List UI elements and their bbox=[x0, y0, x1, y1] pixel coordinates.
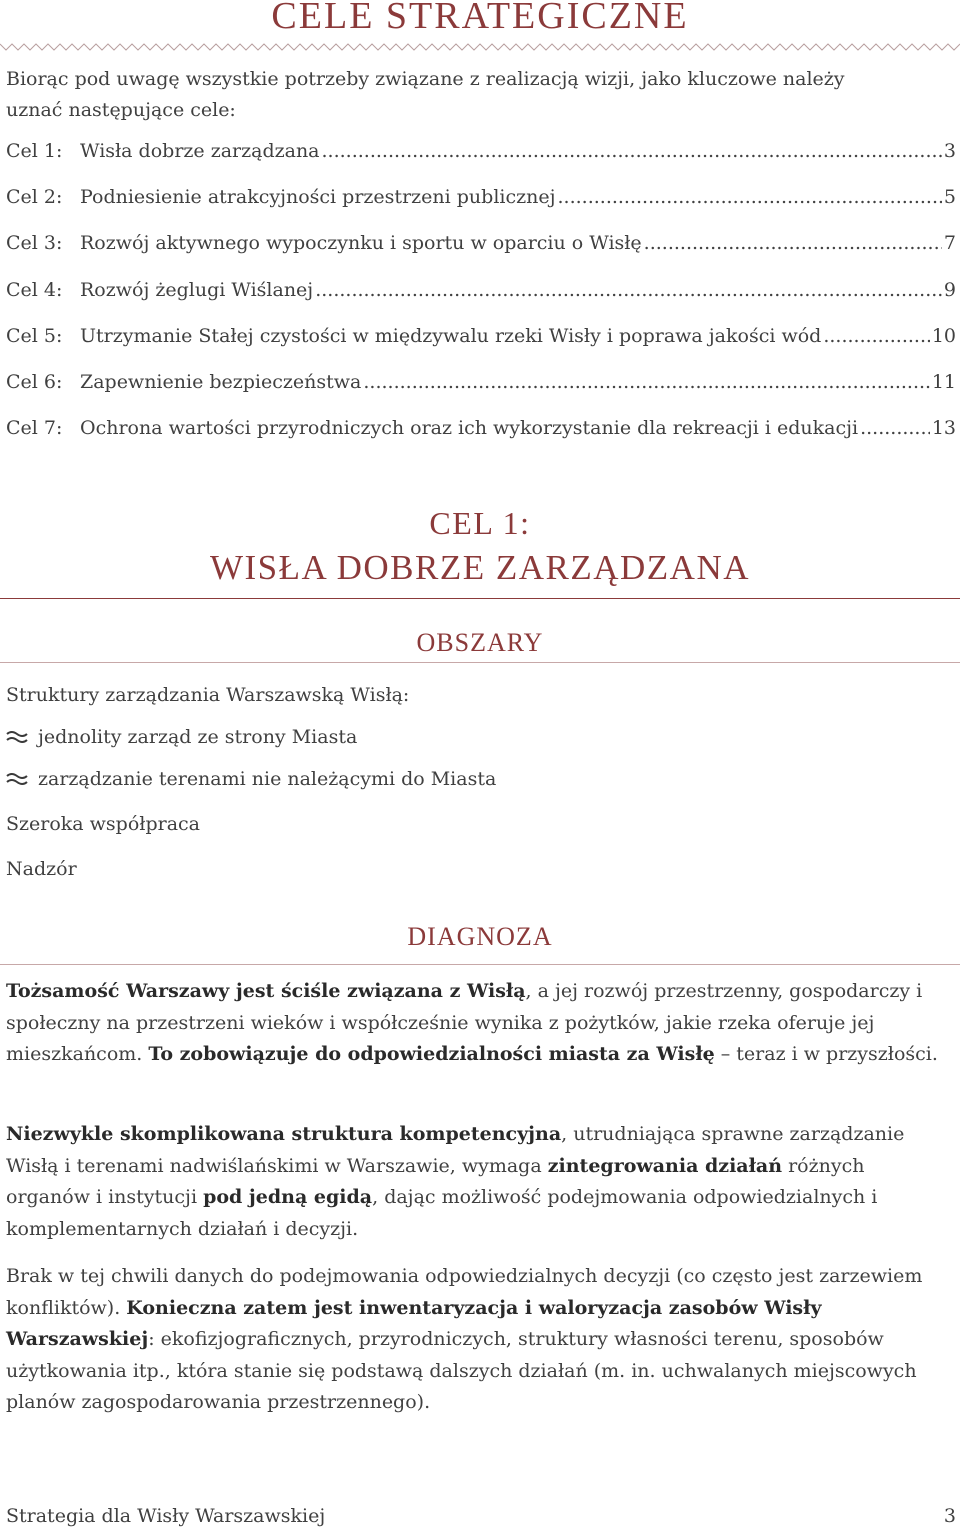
text-run: , utrudniająca sprawne zarządzanie Wisłą i terenami nadwiślańskimi w Warszawie, wymaga bbox=[6, 1123, 905, 1177]
toc-leader-dots bbox=[322, 140, 942, 162]
toc-item[interactable] bbox=[6, 186, 956, 232]
section-divider bbox=[0, 598, 960, 599]
toc-item-number: Cel 2: bbox=[6, 186, 63, 209]
text-run: Brak w tej chwili danych do podejmowania odpowiedzialnych decyzji (co często jest zarzewiem konfliktów). bbox=[6, 1265, 923, 1319]
toc-item[interactable] bbox=[6, 417, 956, 463]
diagnoza-heading: DIAGNOZA bbox=[407, 922, 553, 951]
intro-text: Biorąc pod uwagę wszystkie potrzeby związane z realizacją wizji, jako kluczowe należy uznać następujące cele: bbox=[6, 68, 845, 121]
diagnoza-paragraph-1 bbox=[6, 976, 946, 1071]
toc-item-title: Rozwój aktywnego wypoczynku i sportu w oparciu o Wisłę bbox=[80, 232, 642, 255]
emphasis: To zobowiązuje do odpowiedzialności miasta za Wisłę bbox=[148, 1043, 715, 1065]
toc-item-number: Cel 4: bbox=[6, 278, 63, 301]
text-run: różnych organów i instytucji bbox=[6, 1154, 865, 1208]
toc-leader-dots bbox=[315, 279, 942, 301]
toc-item[interactable] bbox=[6, 279, 956, 325]
table-of-contents bbox=[6, 140, 956, 463]
toc-item-title: Wisła dobrze zarządzana bbox=[80, 140, 320, 162]
toc-leader-dots bbox=[860, 417, 930, 439]
toc-item-page: 10 bbox=[931, 324, 956, 347]
toc-item[interactable] bbox=[6, 140, 956, 186]
list-item bbox=[6, 768, 496, 790]
toc-item-number: Cel 5: bbox=[6, 324, 63, 347]
obszary-divider bbox=[0, 662, 960, 663]
toc-item-title: Utrzymanie Stałej czystości w międzywalu rzeki Wisły i poprawa jakości wód bbox=[80, 324, 822, 347]
section-title-number: CEL 1: bbox=[429, 505, 531, 541]
toc-leader-dots bbox=[363, 371, 929, 393]
toc-item-number: Cel 1: bbox=[6, 140, 63, 162]
toc-item-number: Cel 6: bbox=[6, 370, 63, 393]
toc-item-page: 7 bbox=[943, 232, 956, 255]
toc-item-page: 9 bbox=[943, 278, 956, 301]
toc-item[interactable] bbox=[6, 232, 956, 278]
obszary-supervision: Nadzór bbox=[6, 858, 77, 880]
footer-document-title: Strategia dla Wisły Warszawskiej bbox=[6, 1505, 326, 1527]
toc-leader-dots bbox=[823, 325, 929, 347]
text-run: , a jej rozwój przestrzenny, gospodarczy i społeczny na przestrzeni wieków i współcześnie wynika z pożytków, jakie rzeka oferuje jej mieszkańcom. bbox=[6, 980, 923, 1065]
toc-item-page: 13 bbox=[931, 417, 956, 440]
emphasis: Niezwykle skomplikowana struktura kompetencyjna bbox=[6, 1123, 562, 1145]
page-footer bbox=[6, 1505, 956, 1527]
list-item-text: jednolity zarząd ze strony Miasta bbox=[38, 726, 358, 748]
obszary-cooperation: Szeroka współpraca bbox=[6, 813, 200, 835]
diagnoza-paragraph-2 bbox=[6, 1119, 946, 1245]
wave-bullet-icon bbox=[6, 772, 28, 786]
toc-item[interactable] bbox=[6, 371, 956, 417]
toc-item-title: Ochrona wartości przyrodniczych oraz ich wykorzystanie dla rekreacji i edukacji bbox=[80, 417, 859, 440]
list-item-text: zarządzanie terenami nie należącymi do Miasta bbox=[38, 768, 497, 790]
list-item bbox=[6, 726, 357, 748]
obszary-intro: Struktury zarządzania Warszawską Wisłą: bbox=[6, 684, 410, 706]
text-run: : ekofizjograficznych, przyrodniczych, struktury własności terenu, sposobów użytkowania itp., która stanie się podstawą dalszych działań (m. in. uchwalanych miejscowych planów zagospodarowania przestrzennego). bbox=[6, 1328, 917, 1413]
toc-item-number: Cel 7: bbox=[6, 417, 63, 440]
toc-item-title: Rozwój żeglugi Wiślanej bbox=[80, 278, 314, 301]
toc-item-page: 5 bbox=[943, 186, 956, 209]
footer-page-number: 3 bbox=[943, 1505, 956, 1527]
page-title: CELE STRATEGICZNE bbox=[271, 0, 689, 37]
diagnoza-divider bbox=[0, 964, 960, 965]
emphasis: Konieczna zatem jest inwentaryzacja i waloryzacja zasobów Wisły Warszawskiej bbox=[6, 1296, 822, 1350]
section-title-name: WISŁA DOBRZE ZARZĄDZANA bbox=[209, 548, 751, 587]
diagnoza-paragraph-3 bbox=[6, 1261, 946, 1419]
toc-item-title: Zapewnienie bezpieczeństwa bbox=[80, 370, 362, 393]
toc-item-title: Podniesienie atrakcyjności przestrzeni publicznej bbox=[80, 186, 556, 209]
toc-item-page: 3 bbox=[943, 140, 956, 162]
toc-leader-dots bbox=[644, 232, 942, 254]
toc-item-number: Cel 3: bbox=[6, 232, 63, 255]
toc-leader-dots bbox=[558, 186, 942, 208]
obszary-heading: OBSZARY bbox=[416, 628, 544, 657]
wave-bullet-icon bbox=[6, 730, 28, 744]
text-run: – teraz i w przyszłości. bbox=[714, 1043, 938, 1065]
emphasis: pod jedną egidą bbox=[203, 1186, 373, 1208]
toc-item-page: 11 bbox=[931, 370, 956, 393]
text-run: , dając możliwość podejmowania odpowiedzialnych i komplementarnych działań i decyzji. bbox=[6, 1186, 878, 1240]
emphasis: zintegrowania działań bbox=[547, 1154, 783, 1177]
decorative-zigzag-border bbox=[0, 40, 960, 54]
toc-item[interactable] bbox=[6, 325, 956, 371]
emphasis: Tożsamość Warszawy jest ściśle związana z Wisłą bbox=[6, 980, 526, 1002]
